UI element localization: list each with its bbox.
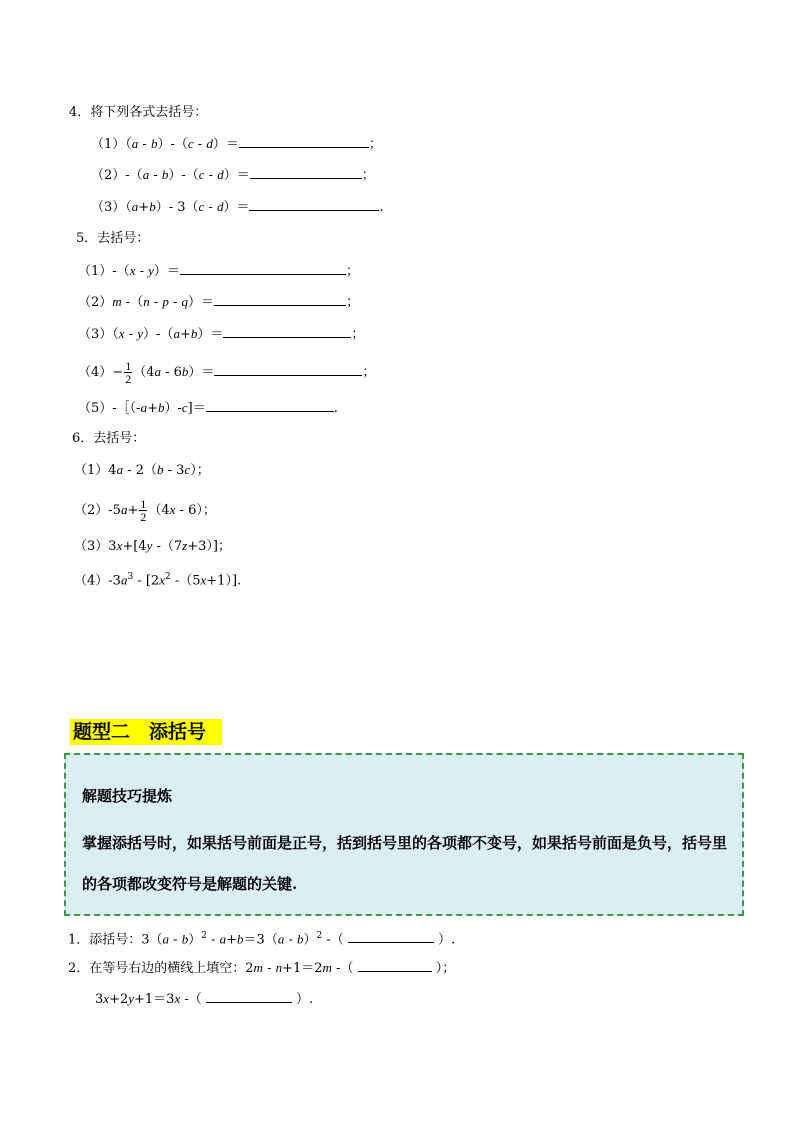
q6-item-1 <box>74 461 210 480</box>
expr-text: ）. <box>291 992 314 1007</box>
q5-item-4 <box>78 360 375 385</box>
var: b <box>181 364 189 379</box>
answer-blank[interactable] <box>249 197 379 211</box>
q4-header: 4．将下列各式去括号： <box>69 105 208 120</box>
end-punct: ； <box>361 168 375 183</box>
var: y <box>148 263 154 278</box>
var: x <box>174 991 181 1006</box>
expr-text: - <box>169 932 182 948</box>
answer-blank[interactable] <box>206 989 292 1003</box>
answer-blank[interactable] <box>206 398 334 412</box>
expr-text: +1）]. <box>206 573 242 589</box>
item-number: （1） <box>78 264 113 279</box>
var: n <box>143 294 150 309</box>
tip-title: 解题技巧提炼 <box>82 787 173 805</box>
exponent: 2 <box>316 931 323 941</box>
item-number: （4） <box>78 365 113 380</box>
expr-text: 1．添括号：3（ <box>68 932 163 948</box>
expr-text: - <box>204 200 217 215</box>
expr-text: ）； <box>431 961 456 976</box>
var: b <box>190 326 198 341</box>
expr-text: ＝3（ <box>243 932 278 948</box>
answer-blank[interactable] <box>180 261 346 275</box>
var: a <box>277 931 285 947</box>
expr-text: 2．在等号右边的横线上填空：2 <box>68 961 254 976</box>
expr-text: -3 <box>108 573 121 589</box>
var: q <box>181 294 189 309</box>
expr-text: （4 <box>133 365 155 380</box>
expr-text: + <box>138 200 150 215</box>
expr-text: ）； <box>190 463 210 478</box>
expr-text: + <box>147 401 158 416</box>
expr-text: - 6）； <box>175 503 216 518</box>
item-number: （3） <box>74 539 109 554</box>
answer-blank[interactable] <box>214 362 362 376</box>
answer-blank[interactable] <box>223 324 351 338</box>
item-number: （1） <box>74 463 109 478</box>
item-number: （1） <box>91 137 126 152</box>
expr-text: ）- 3（ <box>155 200 199 215</box>
var: y <box>137 326 144 341</box>
var: n <box>275 960 283 975</box>
expr-text: +1＝3 <box>134 992 175 1007</box>
var: b <box>157 462 164 477</box>
var: b <box>149 199 156 214</box>
var: a <box>116 462 124 477</box>
var: x <box>103 991 110 1006</box>
expr-text: -（ <box>331 961 358 976</box>
expr-text: （ <box>112 327 119 342</box>
fraction <box>124 360 132 385</box>
expr-text: -（5 <box>170 573 201 589</box>
var: y <box>128 991 135 1006</box>
var: b <box>297 931 304 947</box>
expr-text: - <box>168 295 182 310</box>
var: c <box>187 136 194 151</box>
var: a <box>219 931 227 947</box>
minus-sign: − <box>112 365 124 380</box>
var: m <box>322 960 332 975</box>
var: a <box>120 572 128 588</box>
expr-text: -（ <box>125 168 143 183</box>
q5-item-3 <box>78 324 364 344</box>
answer-blank[interactable] <box>239 134 369 148</box>
var: b <box>150 136 158 151</box>
var: b <box>157 400 165 415</box>
var: a <box>140 400 148 415</box>
exponent: 2 <box>201 931 207 941</box>
expr-text: -（ <box>121 295 144 310</box>
expr-text: （4 <box>148 503 170 518</box>
expr-text: ）＝ <box>212 137 239 152</box>
fraction-numerator: 1 <box>140 497 147 511</box>
end-punct: ； <box>346 295 360 310</box>
end-punct: ； <box>351 327 365 342</box>
expr-text: -（ <box>180 992 206 1007</box>
var: d <box>217 167 224 182</box>
item-number: （3） <box>91 200 126 215</box>
expr-text: -5 <box>108 503 121 518</box>
expr-text: ） <box>303 932 317 948</box>
expr-text: +3）]； <box>187 539 231 554</box>
exponent: 2 <box>164 572 171 582</box>
expr-text: - <box>206 932 220 948</box>
var: b <box>161 167 169 182</box>
item-number: （2） <box>74 503 109 518</box>
var: d <box>206 136 213 151</box>
var: x <box>129 263 136 278</box>
end-punct: ； <box>345 264 359 279</box>
expr-text: +[4 <box>122 539 147 554</box>
q5-item-2 <box>78 292 359 312</box>
q5-header: 5．去括号： <box>76 231 150 246</box>
answer-blank[interactable] <box>358 958 432 972</box>
item-number: （3） <box>78 327 113 342</box>
var: c <box>198 167 205 182</box>
expr-text: ）- <box>164 401 182 416</box>
expr-text: - <box>149 295 163 310</box>
exponent: 3 <box>127 572 134 582</box>
expr-text: ）-（ <box>143 327 174 342</box>
expr-text: ]＝ <box>187 401 206 416</box>
q4-item-1 <box>91 134 382 154</box>
expr-text: ）. <box>433 932 456 948</box>
expr-text: 3 <box>108 539 117 554</box>
practice-2-line-2 <box>95 989 313 1009</box>
var: x <box>116 538 123 553</box>
expr-text: - <box>124 327 138 342</box>
var: x <box>159 572 165 588</box>
var: x <box>200 572 207 588</box>
fraction-denominator: 2 <box>140 510 147 524</box>
plus-sign: + <box>127 503 139 518</box>
fraction-denominator: 2 <box>125 372 132 386</box>
end-punct: ； <box>368 137 382 152</box>
var: a <box>173 326 180 341</box>
var: c <box>181 400 188 415</box>
item-number: （2） <box>91 168 126 183</box>
fraction <box>139 498 147 523</box>
q5-item-5 <box>78 398 338 418</box>
expr-text: + <box>226 932 238 948</box>
expr-text: 4 <box>108 463 117 478</box>
answer-blank[interactable] <box>250 165 362 179</box>
expr-text: - <box>262 961 276 976</box>
var: p <box>162 294 169 309</box>
expr-text: ）＝ <box>197 327 224 342</box>
expr-text: -［（- <box>112 401 141 416</box>
var: y <box>146 538 153 553</box>
expr-text: （ <box>125 137 132 152</box>
end-punct: . <box>379 200 384 215</box>
answer-blank[interactable] <box>348 929 434 943</box>
var: x <box>169 502 176 517</box>
q6-item-4 <box>74 568 241 590</box>
expr-text: ）-（ <box>168 168 199 183</box>
expr-text: - 6 <box>160 365 182 380</box>
expr-text: -（7 <box>152 539 183 554</box>
expr-text: ） <box>188 932 202 948</box>
expr-text: ）＝ <box>223 168 250 183</box>
expr-text: ）＝ <box>188 365 215 380</box>
var: a <box>120 502 128 517</box>
q6-item-2 <box>74 498 216 523</box>
var: d <box>216 199 224 214</box>
expr-text: +2 <box>109 992 129 1007</box>
expr-text: - <box>149 168 162 183</box>
q5-item-1 <box>78 261 359 281</box>
item-number: （4） <box>74 573 109 589</box>
var: a <box>131 199 139 214</box>
var: a <box>142 167 150 182</box>
q4-item-3 <box>91 197 384 217</box>
expr-text: -（ <box>322 932 348 948</box>
expr-text: + <box>179 327 191 342</box>
expr-text: ）＝ <box>223 200 250 215</box>
expr-text: ）＝ <box>188 295 215 310</box>
var: a <box>162 931 170 947</box>
expr-text: 3 <box>95 992 104 1007</box>
var: a <box>154 364 161 379</box>
expr-text: - <box>204 168 218 183</box>
expr-text: - [2 <box>133 573 160 589</box>
q4-item-2 <box>91 165 375 185</box>
practice-2 <box>68 958 455 978</box>
fraction-numerator: 1 <box>125 359 132 373</box>
var: b <box>237 931 244 947</box>
item-number: （2） <box>78 295 113 310</box>
expr-text: ）＝ <box>153 264 180 279</box>
expr-text: （ <box>125 200 132 215</box>
end-punct: ； <box>362 365 376 380</box>
section-title: 题型二 添括号 <box>70 719 222 745</box>
expr-text: - <box>193 137 207 152</box>
expr-text: - <box>284 932 297 948</box>
expr-text: - 2（ <box>123 463 157 478</box>
tip-box <box>64 753 744 916</box>
expr-text: +1＝2 <box>282 961 323 976</box>
expr-text: - 3 <box>163 463 185 478</box>
answer-blank[interactable] <box>214 292 346 306</box>
expr-text: ）-（ <box>157 137 188 152</box>
q6-header: 6．去括号： <box>72 431 146 446</box>
practice-1 <box>68 927 455 949</box>
var: m <box>253 960 263 975</box>
var: c <box>184 462 191 477</box>
item-number: （5） <box>78 401 113 416</box>
expr-text: - <box>135 264 149 279</box>
expr-text: -（ <box>112 264 130 279</box>
expr-text: - <box>138 137 151 152</box>
end-punct: . <box>333 401 338 416</box>
var: a <box>131 136 139 151</box>
tip-body: 掌握添括号时，如果括号前面是正号，括到括号里的各项都不变号，如果括号前面是负号，括号里的各项都改变符号是解题的关键. <box>82 834 728 893</box>
var: c <box>198 199 205 214</box>
var: z <box>182 538 188 553</box>
var: b <box>181 931 189 947</box>
q6-item-3 <box>74 537 231 556</box>
var: x <box>118 326 125 341</box>
var: m <box>112 294 122 309</box>
